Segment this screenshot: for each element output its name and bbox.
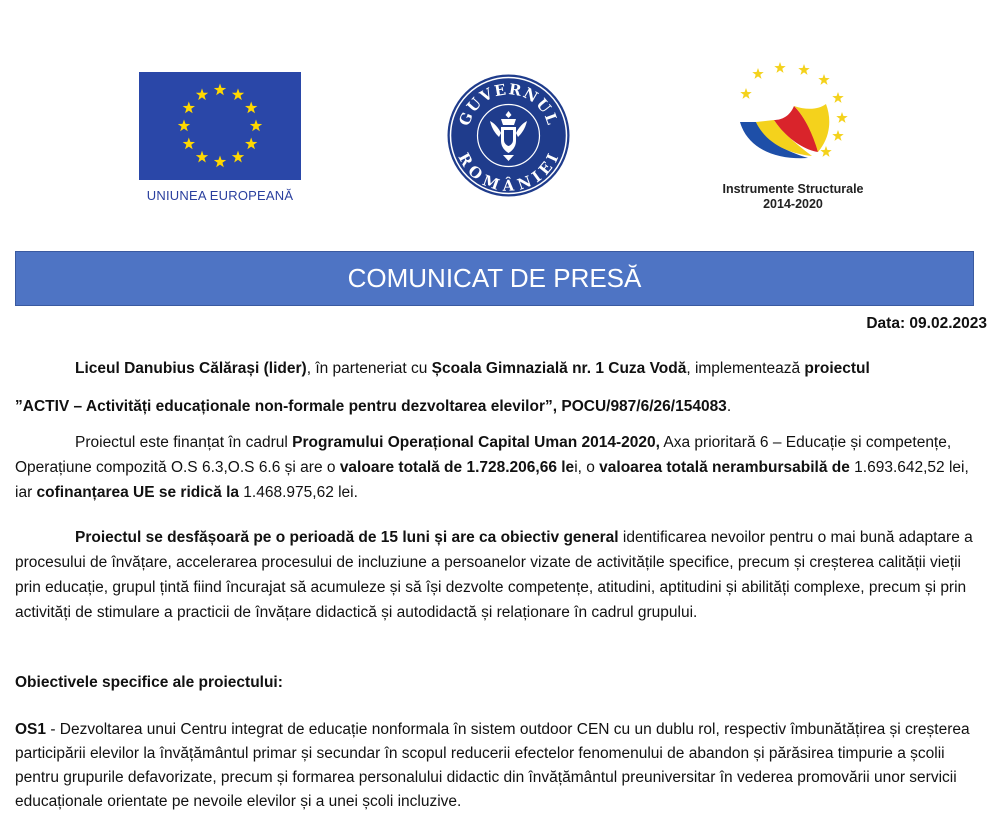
is-star — [798, 64, 809, 75]
financing-text-4: 1.693.642,52 lei, iar — [15, 459, 969, 501]
is-star — [820, 146, 831, 157]
instrumente-structurale-logo — [708, 60, 878, 220]
structural-instruments-icon — [708, 60, 878, 178]
intro-project-word: proiectul — [804, 360, 870, 377]
eu-label: UNIUNEA EUROPEANĂ — [146, 188, 294, 203]
non-refundable-value: valoarea totală nerambursabilă de — [599, 459, 850, 476]
is-star — [752, 68, 763, 79]
intro-text-1: , în parteneriat cu — [306, 360, 432, 377]
is-star — [818, 74, 829, 85]
total-value: valoare totală de 1.728.206,66 le — [339, 459, 575, 476]
gov-text-top: GUVERNUL — [455, 80, 562, 129]
program-name: Programului Operațional Capital Uman 2014-2020, — [292, 434, 660, 451]
specific-objectives-title: Obiectivele specifice ale proiectului: — [15, 674, 283, 691]
intro-text-2: , implementează — [686, 360, 805, 377]
lead-organization: Liceul Danubius Călărași (lider) — [75, 360, 307, 377]
government-seal-icon — [446, 73, 571, 198]
financing-text-1: Proiectul este finanțat în cadrul — [75, 434, 293, 451]
intro-paragraph — [15, 350, 980, 426]
project-title: ”ACTIV – Activități educaționale non-formale pentru dezvoltarea elevilor”, POCU/987/6/26/154083 — [15, 398, 727, 415]
general-objective-text: identificarea nevoilor pentru o mai bună adaptare a procesului de învățare, accelerarea procesului de incluziune a persoanelor vizate de activitățile specifice, precum și creșterea calității vieții prin educație, grupul țintă fiind încurajat să acumuleze și să își dezvolte competențe, atitudini, aptitudini și abilități complexe, precum și prin activități de stimulare a practicii de învățare didactică și autodidactă și relaționare în cadrul grupului. — [15, 529, 973, 621]
general-objective-lead: Proiectul se desfășoară pe o perioadă de 15 luni și are ca obiectiv general — [75, 529, 619, 546]
release-date: Data: 09.02.2023 — [866, 315, 987, 332]
financing-paragraph — [15, 430, 980, 505]
eu-flag-icon — [139, 72, 301, 180]
financing-text-2: Axa prioritară 6 – Educație și competențe, Operațiune compozită O.S 6.3,O.S 6.6 și are o — [15, 434, 952, 476]
is-star — [774, 62, 785, 73]
is-star — [836, 112, 847, 123]
intro-end: . — [726, 398, 732, 415]
os1-text: - Dezvoltarea unui Centru integrat de educație nonformala în sistem outdoor CEN cu un dublu rol, respectiv îmbunătățirea și creșterea participării elevilor la învățământul primar și secundar în scopul reducerii efectelor fenomenului de abandon și părăsirea timpurie a școlii pentru grupurile defavorizate, precum și formarea personalului didactic din învățământul preuniversitar în vederea promovării unor servicii educaționale orientate pe nevoile elevilor și a unei școli incluzive. — [15, 721, 970, 810]
os1-label: OS1 — [15, 721, 47, 738]
eu-logo — [139, 72, 301, 206]
gov-text-bottom: ROMÂNIEI — [454, 149, 563, 195]
os1-paragraph — [15, 718, 980, 814]
press-release-banner: COMUNICAT DE PRESĂ — [15, 251, 974, 306]
eu-cofinancing: cofinanțarea UE se ridică la — [36, 484, 239, 501]
is-label-line2: 2014-2020 — [763, 197, 823, 211]
government-logo — [446, 73, 571, 198]
is-star — [832, 130, 843, 141]
partner-organization: Școala Gimnazială nr. 1 Cuza Vodă — [431, 360, 687, 377]
specific-objectives-heading — [15, 670, 980, 695]
is-star — [832, 92, 843, 103]
is-star — [740, 88, 751, 99]
financing-text-3: i, o — [574, 459, 600, 476]
financing-text-5: 1.468.975,62 lei. — [239, 484, 358, 501]
is-label — [708, 182, 878, 212]
objective-paragraph — [15, 525, 980, 625]
is-label-line1: Instrumente Structurale — [722, 182, 864, 196]
